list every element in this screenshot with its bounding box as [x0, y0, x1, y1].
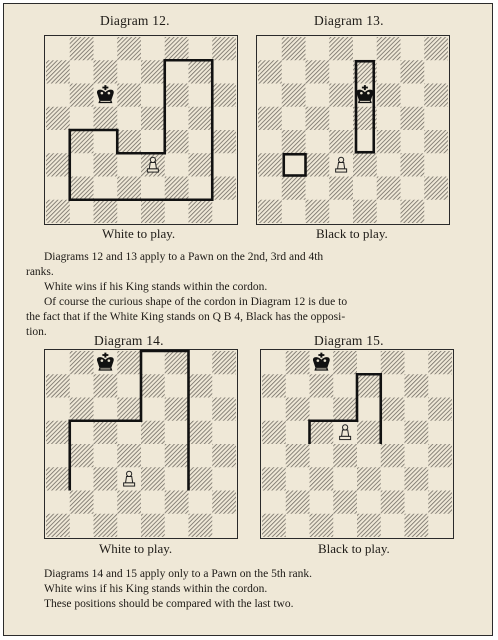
dark-square [212, 130, 236, 153]
dark-square [165, 491, 189, 514]
dark-square [258, 60, 282, 83]
dark-square [165, 177, 189, 200]
dark-square [381, 444, 405, 467]
dark-square [258, 107, 282, 130]
dark-square [117, 351, 141, 374]
dark-square [282, 177, 306, 200]
dark-square [165, 130, 189, 153]
dark-square [70, 130, 94, 153]
dark-square [46, 200, 70, 223]
dark-square [310, 514, 334, 537]
dark-square [94, 153, 118, 176]
diagram-15-board [260, 349, 454, 539]
dark-square [165, 444, 189, 467]
dark-square [165, 84, 189, 107]
dark-square [405, 374, 429, 397]
dark-square [329, 130, 353, 153]
dark-square [117, 37, 141, 60]
dark-square [70, 37, 94, 60]
dark-square [286, 351, 310, 374]
dark-square [165, 351, 189, 374]
dark-square [401, 60, 425, 83]
dark-square [262, 374, 286, 397]
dark-square [141, 514, 165, 537]
dark-square [353, 200, 377, 223]
dark-square [46, 374, 70, 397]
dark-square [258, 153, 282, 176]
dark-square [117, 491, 141, 514]
dark-square [94, 514, 118, 537]
diagram-14-board [44, 349, 238, 539]
diagram-15-caption: Black to play. [318, 541, 390, 556]
dark-square [189, 467, 213, 490]
dark-square [189, 153, 213, 176]
dark-square [428, 398, 452, 421]
dark-square [212, 398, 236, 421]
diagram-13-title: Diagram 13. [314, 13, 384, 28]
dark-square [310, 467, 334, 490]
dark-square [117, 130, 141, 153]
text-line: ranks. [26, 266, 54, 278]
dark-square [46, 153, 70, 176]
diagram-13-board [256, 35, 450, 225]
dark-square [262, 421, 286, 444]
dark-square [282, 37, 306, 60]
dark-square [357, 514, 381, 537]
dark-square [212, 444, 236, 467]
dark-square [94, 374, 118, 397]
dark-square [46, 107, 70, 130]
dark-square [428, 351, 452, 374]
dark-square [141, 467, 165, 490]
dark-square [212, 177, 236, 200]
dark-square [212, 84, 236, 107]
dark-square [357, 467, 381, 490]
dark-square [117, 444, 141, 467]
dark-square [212, 491, 236, 514]
dark-square [212, 37, 236, 60]
diagram-15-title: Diagram 15. [314, 333, 384, 348]
text-line: Diagrams 14 and 15 apply only to a Pawn on the 5th rank. [44, 568, 312, 580]
diagram-12-title: Diagram 12. [100, 13, 170, 28]
dark-square [424, 84, 448, 107]
dark-square [333, 398, 357, 421]
dark-square [333, 351, 357, 374]
dark-square [46, 421, 70, 444]
dark-square [401, 153, 425, 176]
dark-square [94, 200, 118, 223]
dark-square [310, 421, 334, 444]
dark-square [329, 84, 353, 107]
dark-square [189, 374, 213, 397]
dark-square [189, 60, 213, 83]
dark-square [70, 84, 94, 107]
dark-square [46, 467, 70, 490]
dark-square [405, 467, 429, 490]
dark-square [262, 467, 286, 490]
diagram-12-caption: White to play. [102, 226, 176, 241]
dark-square [94, 421, 118, 444]
dark-square [405, 421, 429, 444]
dark-square [333, 444, 357, 467]
dark-square [286, 491, 310, 514]
dark-square [428, 444, 452, 467]
dark-square [282, 84, 306, 107]
dark-square [286, 444, 310, 467]
dark-square [141, 200, 165, 223]
text-line: Of course the curious shape of the cordon in Diagram 12 is due to [44, 296, 348, 308]
dark-square [94, 107, 118, 130]
dark-square [306, 200, 330, 223]
dark-square [329, 37, 353, 60]
dark-square [377, 130, 401, 153]
dark-square [94, 467, 118, 490]
dark-square [212, 351, 236, 374]
dark-square [117, 84, 141, 107]
dark-square [282, 130, 306, 153]
dark-square [46, 514, 70, 537]
dark-square [428, 491, 452, 514]
dark-square [70, 444, 94, 467]
dark-square [424, 177, 448, 200]
dark-square [70, 491, 94, 514]
dark-square [117, 177, 141, 200]
text-line: These positions should be compared with the last two. [44, 598, 294, 610]
dark-square [189, 514, 213, 537]
dark-square [189, 200, 213, 223]
dark-square [405, 514, 429, 537]
dark-square [141, 421, 165, 444]
dark-square [329, 177, 353, 200]
text-line: the fact that if the White King stands on Q B 4, Black has the opposi- [26, 311, 346, 323]
dark-square [377, 84, 401, 107]
text-line: Diagrams 12 and 13 apply to a Pawn on the 2nd, 3rd and 4th [44, 251, 324, 263]
dark-square [70, 177, 94, 200]
dark-square [306, 153, 330, 176]
text-line: White wins if his King stands within the cordon. [44, 281, 268, 293]
dark-square [189, 107, 213, 130]
dark-square [381, 351, 405, 374]
diagram-13-caption: Black to play. [316, 226, 388, 241]
diagram-14-caption: White to play. [99, 541, 173, 556]
dark-square [70, 351, 94, 374]
dark-square [94, 60, 118, 83]
dark-square [357, 374, 381, 397]
dark-square [117, 398, 141, 421]
diagram-12-board [44, 35, 238, 225]
dark-square [286, 398, 310, 421]
dark-square [46, 60, 70, 83]
text-line: tion. [26, 326, 47, 338]
dark-square [70, 398, 94, 421]
book-page [3, 3, 493, 636]
dark-square [141, 60, 165, 83]
dark-square [424, 37, 448, 60]
dark-square [141, 374, 165, 397]
dark-square [189, 421, 213, 444]
dark-square [381, 491, 405, 514]
dark-square [381, 398, 405, 421]
dark-square [306, 60, 330, 83]
dark-square [306, 107, 330, 130]
dark-square [401, 200, 425, 223]
text-line: White wins if his King stands within the cordon. [44, 583, 268, 595]
dark-square [424, 130, 448, 153]
dark-square [333, 491, 357, 514]
dark-square [357, 421, 381, 444]
dark-square [165, 37, 189, 60]
dark-square [310, 374, 334, 397]
dark-square [258, 200, 282, 223]
dark-square [401, 107, 425, 130]
dark-square [165, 398, 189, 421]
dark-square [353, 153, 377, 176]
dark-square [262, 514, 286, 537]
dark-square [377, 177, 401, 200]
diagram-14-title: Diagram 14. [94, 333, 164, 348]
dark-square [377, 37, 401, 60]
dark-square [141, 107, 165, 130]
